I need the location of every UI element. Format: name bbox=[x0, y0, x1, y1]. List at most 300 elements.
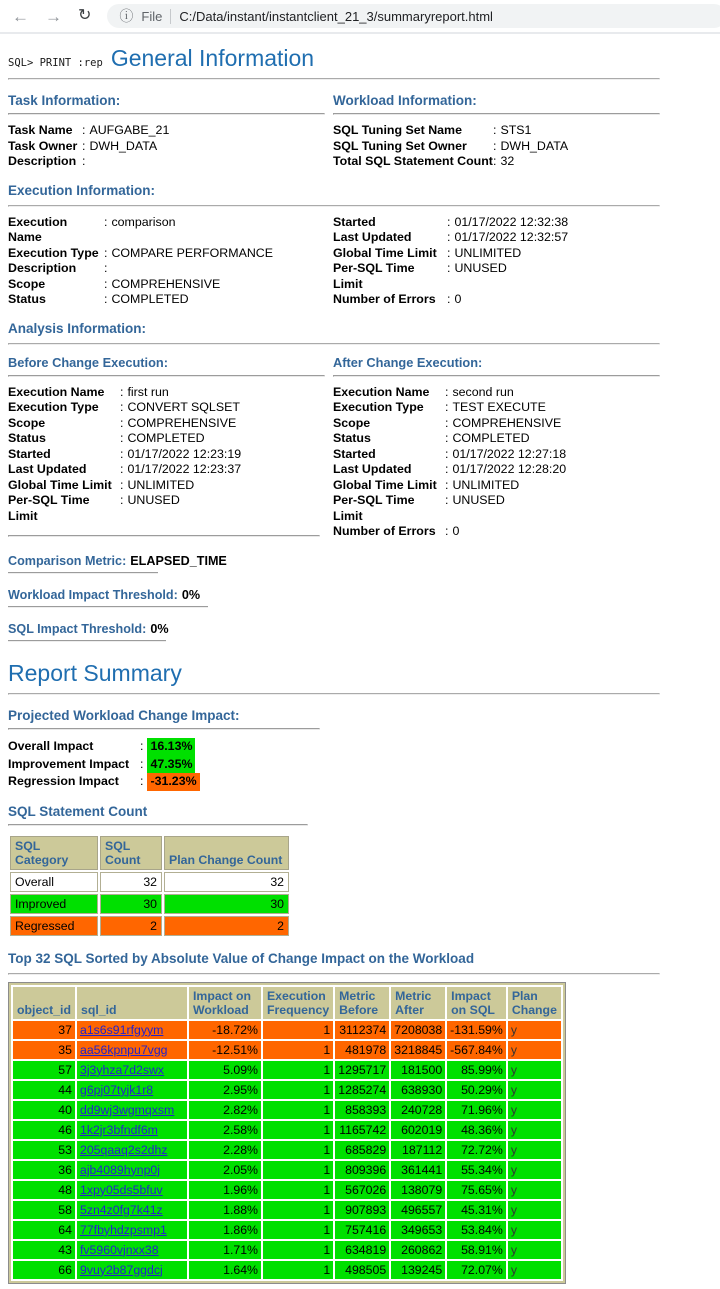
info-row bbox=[333, 139, 660, 155]
info-row bbox=[333, 524, 660, 540]
info-value: COMPARE PERFORMANCE bbox=[111, 245, 274, 260]
task-info-list bbox=[8, 123, 325, 170]
info-colon: : bbox=[447, 261, 451, 276]
statement-count-heading: SQL Statement Count bbox=[8, 803, 148, 819]
count-cell: 30 bbox=[164, 894, 289, 914]
info-row bbox=[333, 478, 660, 494]
info-row bbox=[333, 123, 660, 139]
execution-frequency-cell: 1 bbox=[263, 1221, 333, 1239]
table-row bbox=[10, 894, 289, 914]
table-row bbox=[13, 1121, 561, 1139]
table-row bbox=[13, 1181, 561, 1199]
info-label: Last Updated bbox=[8, 462, 87, 477]
info-colon: : bbox=[447, 230, 451, 245]
column-header: sql_id bbox=[77, 987, 187, 1019]
impact-on-workload-cell: 1.71% bbox=[189, 1241, 261, 1259]
info-label: SQL Tuning Set Name bbox=[333, 123, 462, 138]
info-value: 01/17/2022 12:23:19 bbox=[127, 446, 242, 461]
info-row bbox=[333, 215, 660, 231]
sql-id-cell bbox=[77, 1121, 187, 1139]
info-row bbox=[8, 447, 325, 463]
info-colon: : bbox=[120, 477, 124, 492]
browser-toolbar bbox=[0, 0, 720, 34]
sql-statement-count-table bbox=[8, 834, 291, 938]
info-label: Execution Name bbox=[333, 384, 430, 399]
impact-on-workload-cell: -18.72% bbox=[189, 1021, 261, 1039]
info-label: Number of Errors bbox=[333, 524, 436, 539]
impact-on-sql-cell: 58.91% bbox=[447, 1241, 506, 1259]
column-header: Impact on SQL bbox=[447, 987, 506, 1019]
table-row bbox=[13, 1061, 561, 1079]
info-row bbox=[333, 447, 660, 463]
sql-id-cell bbox=[77, 1241, 187, 1259]
impact-on-sql-cell: 45.31% bbox=[447, 1201, 506, 1219]
workload-threshold-value: 0% bbox=[181, 587, 201, 602]
plan-change-cell: y bbox=[508, 1261, 561, 1279]
projected-impact-heading: Projected Workload Change Impact: bbox=[8, 708, 240, 724]
count-cell: 32 bbox=[100, 872, 162, 892]
info-value: CONVERT SQLSET bbox=[127, 400, 240, 415]
sql-id-cell bbox=[77, 1061, 187, 1079]
info-label: Number of Errors bbox=[333, 292, 436, 307]
execution-right-list bbox=[333, 215, 660, 308]
sql-id-link[interactable]: dd9wj3wgmqxsm bbox=[79, 1102, 175, 1117]
sql-id-link[interactable]: ajb4089hynp0j bbox=[79, 1162, 160, 1177]
info-row bbox=[8, 215, 325, 246]
sql-id-link[interactable]: 9vuy2b87ggdcj bbox=[79, 1262, 163, 1277]
sql-id-link[interactable]: g6pj07tyjk1r8 bbox=[79, 1082, 154, 1097]
table-row bbox=[13, 1261, 561, 1279]
info-colon: : bbox=[120, 462, 124, 477]
sql-id-link[interactable]: aa56kpnpu7vgg bbox=[79, 1042, 168, 1057]
impact-on-workload-cell: 2.95% bbox=[189, 1081, 261, 1099]
info-row bbox=[333, 154, 660, 170]
sqlplus-prompt: SQL> PRINT :rep bbox=[8, 57, 103, 69]
info-row bbox=[8, 431, 325, 447]
sql-id-link[interactable]: a1s6s91rfgyym bbox=[79, 1022, 164, 1037]
info-label: Execution Type bbox=[8, 400, 99, 415]
info-colon: : bbox=[445, 400, 449, 415]
plan-change-cell: y bbox=[508, 1101, 561, 1119]
info-label: Per-SQL Time Limit bbox=[8, 493, 90, 523]
execution-frequency-cell: 1 bbox=[263, 1041, 333, 1059]
info-value: comparison bbox=[111, 214, 176, 229]
info-value: UNLIMITED bbox=[127, 477, 195, 492]
forward-icon[interactable]: → bbox=[45, 6, 62, 26]
info-row bbox=[333, 230, 660, 246]
info-label: Execution Type bbox=[8, 245, 99, 260]
divider bbox=[8, 973, 660, 975]
refresh-icon[interactable]: ↻ bbox=[78, 7, 92, 24]
object-id-cell: 58 bbox=[13, 1201, 75, 1219]
page-info-icon[interactable]: ⓘ bbox=[119, 8, 134, 24]
general-information-title: General Information bbox=[110, 45, 315, 71]
plan-change-cell: y bbox=[508, 1241, 561, 1259]
info-label: Execution Name bbox=[8, 214, 68, 245]
column-header: Metric After bbox=[391, 987, 445, 1019]
before-change-heading: Before Change Execution: bbox=[8, 354, 168, 370]
info-label: Total SQL Statement Count bbox=[333, 154, 493, 169]
execution-info-section bbox=[8, 207, 660, 308]
metric-after-cell: 260862 bbox=[391, 1241, 445, 1259]
object-id-cell: 66 bbox=[13, 1261, 75, 1279]
table-header-row bbox=[13, 987, 561, 1019]
impact-value: -31.23% bbox=[147, 773, 199, 791]
category-cell: Improved bbox=[10, 894, 98, 914]
column-header: Metric Before bbox=[335, 987, 389, 1019]
info-label: Status bbox=[8, 292, 46, 307]
divider bbox=[8, 535, 320, 537]
info-colon: : bbox=[120, 384, 124, 399]
info-label: Status bbox=[8, 431, 46, 446]
impact-on-sql-cell: 53.84% bbox=[447, 1221, 506, 1239]
task-workload-section bbox=[8, 80, 660, 170]
table-row bbox=[13, 1041, 561, 1059]
sql-id-cell bbox=[77, 1101, 187, 1119]
info-colon: : bbox=[447, 245, 451, 260]
info-value: 01/17/2022 12:28:20 bbox=[452, 462, 567, 477]
info-value: first run bbox=[127, 384, 169, 399]
info-colon: : bbox=[104, 245, 108, 260]
sql-id-link[interactable]: 1k2jr3bfndf6m bbox=[79, 1122, 158, 1137]
plan-change-cell: y bbox=[508, 1161, 561, 1179]
impact-on-sql-cell: 75.65% bbox=[447, 1181, 506, 1199]
info-colon: : bbox=[120, 400, 124, 415]
execution-frequency-cell: 1 bbox=[263, 1081, 333, 1099]
info-label: Started bbox=[8, 446, 51, 461]
info-label: Scope bbox=[8, 415, 46, 430]
table-row bbox=[13, 1141, 561, 1159]
info-label: Started bbox=[333, 446, 376, 461]
info-value: 01/17/2022 12:32:38 bbox=[454, 214, 569, 229]
info-colon: : bbox=[445, 477, 449, 492]
impact-row bbox=[8, 773, 660, 791]
plan-change-cell: y bbox=[508, 1081, 561, 1099]
info-label: Execution Type bbox=[333, 400, 424, 415]
info-value: 0 bbox=[452, 524, 460, 539]
info-colon: : bbox=[120, 446, 124, 461]
impact-colon: : bbox=[140, 774, 144, 789]
info-row bbox=[333, 292, 660, 308]
address-bar[interactable] bbox=[107, 4, 720, 28]
info-row bbox=[333, 416, 660, 432]
comparison-metric-label: Comparison Metric: bbox=[8, 553, 127, 568]
impact-on-sql-cell: 71.96% bbox=[447, 1101, 506, 1119]
title-row bbox=[8, 45, 660, 71]
sql-id-cell bbox=[77, 1081, 187, 1099]
info-colon: : bbox=[445, 524, 449, 539]
impact-label: Overall Impact bbox=[8, 739, 94, 754]
execution-frequency-cell: 1 bbox=[263, 1121, 333, 1139]
info-colon: : bbox=[82, 138, 86, 153]
impact-on-workload-cell: 2.58% bbox=[189, 1121, 261, 1139]
impact-on-sql-cell: 48.36% bbox=[447, 1121, 506, 1139]
info-label: Status bbox=[333, 431, 371, 446]
metric-before-cell: 567026 bbox=[335, 1181, 389, 1199]
info-row bbox=[8, 154, 325, 170]
divider bbox=[8, 728, 320, 730]
impact-on-workload-cell: 2.28% bbox=[189, 1141, 261, 1159]
metric-before-cell: 634819 bbox=[335, 1241, 389, 1259]
report-page bbox=[0, 34, 660, 1289]
info-row bbox=[8, 139, 325, 155]
info-row bbox=[8, 478, 325, 494]
info-label: Global Time Limit bbox=[8, 477, 112, 492]
impact-row bbox=[8, 756, 660, 774]
impact-value: 16.13% bbox=[147, 738, 195, 756]
impact-on-workload-cell: 1.96% bbox=[189, 1181, 261, 1199]
info-label: Description bbox=[8, 261, 77, 276]
info-colon: : bbox=[445, 415, 449, 430]
metric-after-cell: 240728 bbox=[391, 1101, 445, 1119]
info-row bbox=[333, 400, 660, 416]
after-change-list bbox=[333, 385, 660, 540]
sql-id-link[interactable]: fv5960vjnxx38 bbox=[79, 1242, 159, 1257]
object-id-cell: 43 bbox=[13, 1241, 75, 1259]
sql-id-link[interactable]: 205qaaq2s2dhz bbox=[79, 1142, 168, 1157]
analysis-info-heading: Analysis Information: bbox=[8, 320, 147, 336]
info-row bbox=[8, 462, 325, 478]
info-value: COMPLETED bbox=[452, 431, 530, 446]
sql-id-link[interactable]: 5zn4z0fg7k41z bbox=[79, 1202, 163, 1217]
execution-frequency-cell: 1 bbox=[263, 1241, 333, 1259]
info-row bbox=[333, 431, 660, 447]
url-text[interactable]: C:/Data/instant/instantclient_21_3/summaryreport.html bbox=[179, 8, 493, 24]
info-label: Per-SQL Time Limit bbox=[333, 493, 415, 523]
divider bbox=[8, 113, 325, 115]
sql-id-link[interactable]: 1xpy05ds5bfuv bbox=[79, 1182, 163, 1197]
column-header: SQL Count bbox=[100, 836, 162, 870]
table-row bbox=[13, 1021, 561, 1039]
divider bbox=[8, 824, 308, 826]
column-header: Plan Change Count bbox=[164, 836, 289, 870]
table-row bbox=[10, 916, 289, 936]
execution-frequency-cell: 1 bbox=[263, 1261, 333, 1279]
count-cell: 30 bbox=[100, 894, 162, 914]
metric-before-cell: 481978 bbox=[335, 1041, 389, 1059]
plan-change-cell: y bbox=[508, 1121, 561, 1139]
info-row bbox=[8, 400, 325, 416]
workload-info-list bbox=[333, 123, 660, 170]
execution-frequency-cell: 1 bbox=[263, 1181, 333, 1199]
execution-left-list bbox=[8, 215, 325, 308]
sql-id-cell bbox=[77, 1261, 187, 1279]
info-colon: : bbox=[447, 292, 451, 307]
info-colon: : bbox=[120, 493, 124, 508]
object-id-cell: 37 bbox=[13, 1021, 75, 1039]
info-label: Scope bbox=[8, 276, 46, 291]
table-row bbox=[13, 1201, 561, 1219]
info-label: Global Time Limit bbox=[333, 245, 437, 260]
info-label: Started bbox=[333, 214, 376, 229]
info-value: TEST EXECUTE bbox=[452, 400, 546, 415]
workload-info-heading: Workload Information: bbox=[333, 93, 477, 109]
impact-on-workload-cell: -12.51% bbox=[189, 1041, 261, 1059]
info-value: UNUSED bbox=[127, 493, 180, 508]
metric-after-cell: 496557 bbox=[391, 1201, 445, 1219]
info-value: 0 bbox=[454, 292, 462, 307]
impact-on-workload-cell: 1.86% bbox=[189, 1221, 261, 1239]
metric-before-cell: 685829 bbox=[335, 1141, 389, 1159]
info-value: COMPLETED bbox=[127, 431, 205, 446]
sql-id-cell bbox=[77, 1141, 187, 1159]
analysis-section bbox=[8, 345, 660, 540]
category-cell: Overall bbox=[10, 872, 98, 892]
divider bbox=[8, 640, 166, 642]
info-row bbox=[333, 493, 660, 524]
column-header: Plan Change bbox=[508, 987, 561, 1019]
metric-before-cell: 498505 bbox=[335, 1261, 389, 1279]
execution-frequency-cell: 1 bbox=[263, 1021, 333, 1039]
info-row bbox=[8, 493, 325, 524]
projected-impact-list bbox=[8, 738, 660, 791]
impact-on-sql-cell: 85.99% bbox=[447, 1061, 506, 1079]
impact-on-sql-cell: -567.84% bbox=[447, 1041, 506, 1059]
divider bbox=[8, 693, 660, 695]
impact-on-sql-cell: 55.34% bbox=[447, 1161, 506, 1179]
info-label: Execution Name bbox=[8, 384, 105, 399]
info-colon: : bbox=[493, 123, 497, 138]
divider bbox=[333, 113, 660, 115]
file-scheme-label: File bbox=[141, 8, 163, 24]
info-label: Task Owner bbox=[8, 138, 78, 153]
impact-on-workload-cell: 5.09% bbox=[189, 1061, 261, 1079]
impact-on-sql-cell: -131.59% bbox=[447, 1021, 506, 1039]
plan-change-cell: y bbox=[508, 1221, 561, 1239]
column-header: Execution Frequency bbox=[263, 987, 333, 1019]
count-cell: 32 bbox=[164, 872, 289, 892]
info-row bbox=[8, 261, 325, 277]
metric-after-cell: 638930 bbox=[391, 1081, 445, 1099]
info-row bbox=[333, 261, 660, 292]
metric-before-cell: 3112374 bbox=[335, 1021, 389, 1039]
metric-after-cell: 139245 bbox=[391, 1261, 445, 1279]
table-header-row bbox=[10, 836, 289, 870]
workload-impact-threshold bbox=[8, 588, 660, 602]
object-id-cell: 53 bbox=[13, 1141, 75, 1159]
info-colon: : bbox=[445, 446, 449, 461]
metric-before-cell: 1165742 bbox=[335, 1121, 389, 1139]
report-summary-title: Report Summary bbox=[8, 659, 182, 686]
info-row bbox=[8, 385, 325, 401]
info-value: COMPLETED bbox=[111, 292, 189, 307]
info-value: second run bbox=[452, 384, 514, 399]
info-value: 32 bbox=[500, 154, 515, 169]
metric-before-cell: 858393 bbox=[335, 1101, 389, 1119]
plan-change-cell: y bbox=[508, 1061, 561, 1079]
metric-before-cell: 757416 bbox=[335, 1221, 389, 1239]
sql-id-link[interactable]: 77fbyhdzpsmp1 bbox=[79, 1222, 167, 1237]
object-id-cell: 44 bbox=[13, 1081, 75, 1099]
metric-after-cell: 138079 bbox=[391, 1181, 445, 1199]
sql-id-cell bbox=[77, 1021, 187, 1039]
metric-before-cell: 907893 bbox=[335, 1201, 389, 1219]
info-colon: : bbox=[445, 493, 449, 508]
execution-frequency-cell: 1 bbox=[263, 1201, 333, 1219]
metric-after-cell: 602019 bbox=[391, 1121, 445, 1139]
comparison-metric-value: ELAPSED_TIME bbox=[130, 553, 227, 568]
info-value: COMPREHENSIVE bbox=[452, 415, 562, 430]
info-colon: : bbox=[493, 138, 497, 153]
metric-after-cell: 187112 bbox=[391, 1141, 445, 1159]
plan-change-cell: y bbox=[508, 1041, 561, 1059]
metric-after-cell: 181500 bbox=[391, 1061, 445, 1079]
divider bbox=[333, 375, 660, 377]
info-value: AUFGABE_21 bbox=[89, 123, 170, 138]
info-value: UNLIMITED bbox=[454, 245, 522, 260]
info-label: Task Name bbox=[8, 123, 73, 138]
top-sql-table bbox=[11, 985, 563, 1281]
object-id-cell: 46 bbox=[13, 1121, 75, 1139]
impact-on-sql-cell: 72.07% bbox=[447, 1261, 506, 1279]
category-cell: Regressed bbox=[10, 916, 98, 936]
info-row bbox=[8, 416, 325, 432]
execution-frequency-cell: 1 bbox=[263, 1161, 333, 1179]
info-colon: : bbox=[493, 154, 497, 169]
info-label: Per-SQL Time Limit bbox=[333, 261, 415, 291]
sql-id-link[interactable]: 3j3yhza7d2swx bbox=[79, 1062, 165, 1077]
table-row bbox=[10, 872, 289, 892]
metric-before-cell: 809396 bbox=[335, 1161, 389, 1179]
column-header: object_id bbox=[13, 987, 75, 1019]
object-id-cell: 48 bbox=[13, 1181, 75, 1199]
info-label: Global Time Limit bbox=[333, 477, 437, 492]
column-header: Impact on Workload bbox=[189, 987, 261, 1019]
execution-info-heading: Execution Information: bbox=[8, 182, 156, 198]
plan-change-cell: y bbox=[508, 1181, 561, 1199]
info-colon: : bbox=[104, 261, 108, 276]
count-cell: 2 bbox=[100, 916, 162, 936]
info-row bbox=[333, 462, 660, 478]
sql-impact-threshold bbox=[8, 622, 660, 636]
info-colon: : bbox=[445, 431, 449, 446]
info-label: Last Updated bbox=[333, 462, 412, 477]
task-info-heading: Task Information: bbox=[8, 93, 121, 109]
info-row bbox=[333, 385, 660, 401]
info-value: 01/17/2022 12:23:37 bbox=[127, 462, 242, 477]
object-id-cell: 35 bbox=[13, 1041, 75, 1059]
info-value: 01/17/2022 12:32:57 bbox=[454, 230, 569, 245]
metric-before-cell: 1285274 bbox=[335, 1081, 389, 1099]
back-icon[interactable]: ← bbox=[12, 6, 29, 26]
info-colon: : bbox=[120, 415, 124, 430]
count-cell: 2 bbox=[164, 916, 289, 936]
impact-on-sql-cell: 72.72% bbox=[447, 1141, 506, 1159]
info-colon: : bbox=[104, 214, 108, 229]
impact-value: 47.35% bbox=[147, 756, 195, 774]
divider bbox=[8, 572, 158, 574]
impact-row bbox=[8, 738, 660, 756]
metric-after-cell: 361441 bbox=[391, 1161, 445, 1179]
before-change-list bbox=[8, 385, 325, 525]
info-row bbox=[8, 123, 325, 139]
info-value: DWH_DATA bbox=[89, 138, 158, 153]
object-id-cell: 64 bbox=[13, 1221, 75, 1239]
sql-id-cell bbox=[77, 1041, 187, 1059]
info-colon: : bbox=[445, 462, 449, 477]
impact-colon: : bbox=[140, 739, 144, 754]
metric-after-cell: 349653 bbox=[391, 1221, 445, 1239]
impact-label: Regression Impact bbox=[8, 774, 119, 789]
impact-colon: : bbox=[140, 756, 144, 771]
info-label: Scope bbox=[333, 415, 371, 430]
impact-label: Improvement Impact bbox=[8, 756, 130, 771]
sql-threshold-value: 0% bbox=[150, 621, 169, 636]
info-colon: : bbox=[104, 292, 108, 307]
info-value: UNUSED bbox=[452, 493, 505, 508]
info-row bbox=[333, 246, 660, 262]
info-value: COMPREHENSIVE bbox=[111, 276, 221, 291]
